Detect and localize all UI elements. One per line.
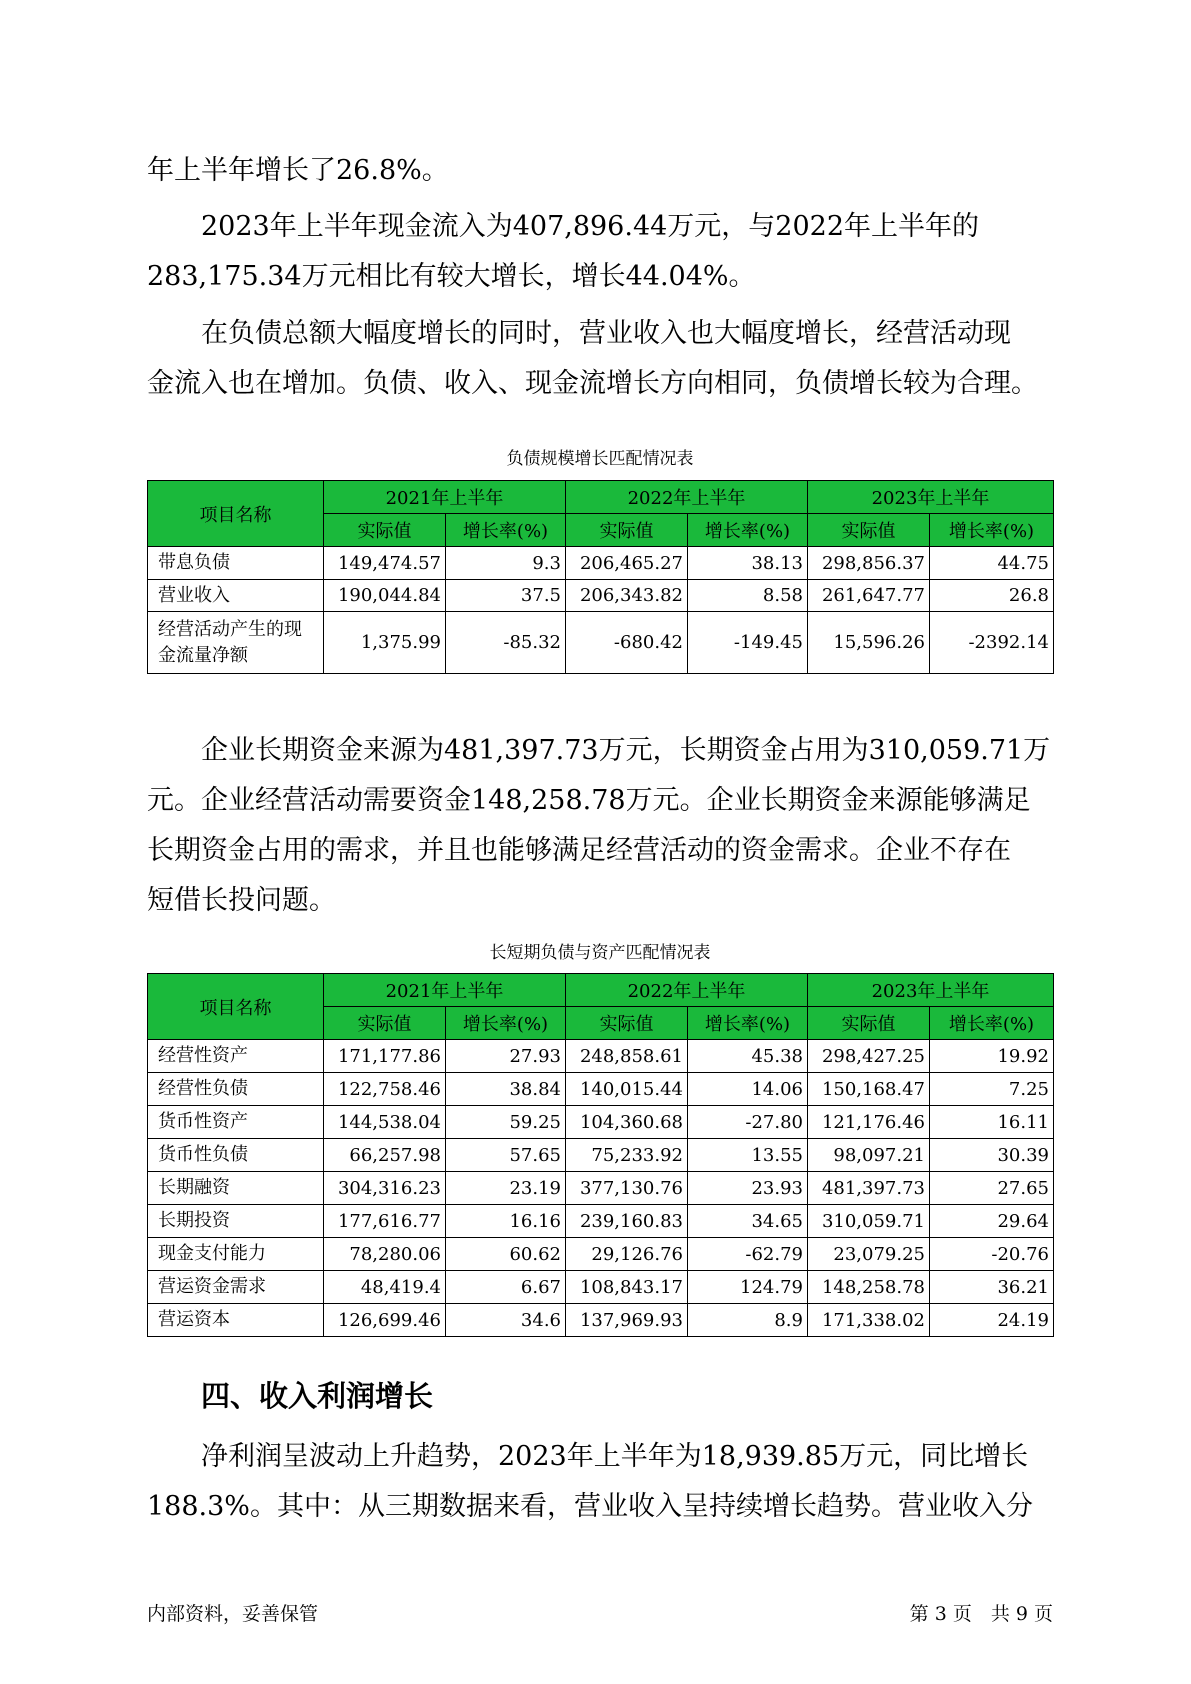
header-actual: 实际值: [808, 1007, 930, 1040]
table2-caption: 长短期负债与资产匹配情况表: [489, 943, 711, 963]
cell-value: 38.13: [688, 547, 808, 580]
cell-value: 48,419.4: [324, 1271, 446, 1304]
cell-value: 37.5: [446, 580, 566, 612]
cell-value: 98,097.21: [808, 1139, 930, 1172]
cell-value: 59.25: [446, 1106, 566, 1139]
table-row: [148, 612, 1054, 674]
cell-value: 190,044.84: [324, 580, 446, 612]
cell-value: 15,596.26: [808, 612, 930, 674]
cell-value: 29.64: [930, 1205, 1054, 1238]
cell-value: 23,079.25: [808, 1238, 930, 1271]
paragraph-line: 在负债总额大幅度增长的同时，营业收入也大幅度增长，经营活动现: [201, 318, 1011, 349]
cell-value: 7.25: [930, 1073, 1054, 1106]
row-label: 带息负债: [148, 547, 324, 580]
table-row: [148, 1073, 1054, 1106]
cell-value: -2392.14: [930, 612, 1054, 674]
cell-value: 298,856.37: [808, 547, 930, 580]
paragraph-3: [147, 309, 1049, 409]
cell-value: 150,168.47: [808, 1073, 930, 1106]
cell-value: 24.19: [930, 1304, 1054, 1337]
cell-value: 13.55: [688, 1139, 808, 1172]
row-label: 经营活动产生的现金流量净额: [148, 612, 324, 674]
cell-value: 27.65: [930, 1172, 1054, 1205]
cell-value: 261,647.77: [808, 580, 930, 612]
row-label: 营运资本: [148, 1304, 324, 1337]
paragraph-line: 企业长期资金来源为481,397.73万元，长期资金占用为310,059.71万: [201, 735, 1051, 766]
cell-value: 206,465.27: [566, 547, 688, 580]
asset-liability-match-table: [147, 973, 1054, 1337]
cell-value: 206,343.82: [566, 580, 688, 612]
cell-value: 8.58: [688, 580, 808, 612]
header-growth: 增长率(%): [446, 1007, 566, 1040]
debt-growth-table: [147, 480, 1054, 674]
cell-value: 1,375.99: [324, 612, 446, 674]
cell-value: -20.76: [930, 1238, 1054, 1271]
table-row: [148, 1205, 1054, 1238]
cell-value: 122,758.46: [324, 1073, 446, 1106]
table-row: [148, 1172, 1054, 1205]
cell-value: 57.65: [446, 1139, 566, 1172]
cell-value: -27.80: [688, 1106, 808, 1139]
header-actual: 实际值: [324, 514, 446, 547]
header-actual: 实际值: [566, 1007, 688, 1040]
cell-value: 16.16: [446, 1205, 566, 1238]
header-growth: 增长率(%): [930, 1007, 1054, 1040]
cell-value: 23.93: [688, 1172, 808, 1205]
header-period-2022: 2022年上半年: [566, 481, 808, 514]
footer-page-number: 第 3 页 共 9 页: [909, 1603, 1053, 1625]
paragraph-line: 金流入也在增加。负债、收入、现金流增长方向相同，负债增长较为合理。: [147, 368, 1038, 399]
cell-value: 44.75: [930, 547, 1054, 580]
header-growth: 增长率(%): [446, 514, 566, 547]
table-row: [148, 1040, 1054, 1073]
cell-value: 377,130.76: [566, 1172, 688, 1205]
header-period-2021: 2021年上半年: [324, 481, 566, 514]
cell-value: 27.93: [446, 1040, 566, 1073]
cell-value: 137,969.93: [566, 1304, 688, 1337]
paragraph-line: 元。企业经营活动需要资金148,258.78万元。企业长期资金来源能够满足: [147, 785, 1031, 816]
cell-value: 38.84: [446, 1073, 566, 1106]
paragraph-line: 283,175.34万元相比有较大增长，增长44.04%。: [147, 261, 756, 292]
table-row: [148, 1304, 1054, 1337]
row-label: 长期投资: [148, 1205, 324, 1238]
cell-value: 34.65: [688, 1205, 808, 1238]
paragraph-4: [147, 726, 1049, 926]
table-row: [148, 1238, 1054, 1271]
cell-value: 30.39: [930, 1139, 1054, 1172]
row-label: 营运资金需求: [148, 1271, 324, 1304]
header-actual: 实际值: [808, 514, 930, 547]
header-item-name: 项目名称: [148, 481, 324, 547]
row-label: 经营性资产: [148, 1040, 324, 1073]
header-growth: 增长率(%): [688, 1007, 808, 1040]
section-heading: 四、收入利润增长: [201, 1379, 434, 1413]
cell-value: 298,427.25: [808, 1040, 930, 1073]
cell-value: 6.67: [446, 1271, 566, 1304]
cell-value: 140,015.44: [566, 1073, 688, 1106]
table-row: [148, 580, 1054, 612]
cell-value: 481,397.73: [808, 1172, 930, 1205]
row-label: 经营性负债: [148, 1073, 324, 1106]
cell-value: 23.19: [446, 1172, 566, 1205]
cell-value: 29,126.76: [566, 1238, 688, 1271]
table-row: [148, 1271, 1054, 1304]
cell-value: -149.45: [688, 612, 808, 674]
cell-value: 78,280.06: [324, 1238, 446, 1271]
paragraph-1: [147, 146, 1049, 196]
cell-value: 121,176.46: [808, 1106, 930, 1139]
footer-confidential-note: 内部资料，妥善保管: [147, 1603, 319, 1625]
header-item-name: 项目名称: [148, 974, 324, 1040]
table-row: [148, 547, 1054, 580]
header-growth: 增长率(%): [930, 514, 1054, 547]
header-actual: 实际值: [324, 1007, 446, 1040]
cell-value: 171,338.02: [808, 1304, 930, 1337]
cell-value: 126,699.46: [324, 1304, 446, 1337]
cell-value: 149,474.57: [324, 547, 446, 580]
paragraph-line: 净利润呈波动上升趋势，2023年上半年为18,939.85万元，同比增长: [201, 1441, 1029, 1472]
cell-value: 8.9: [688, 1304, 808, 1337]
header-actual: 实际值: [566, 514, 688, 547]
paragraph-line: 年上半年增长了26.8%。: [147, 155, 449, 186]
row-label: 货币性负债: [148, 1139, 324, 1172]
cell-value: 66,257.98: [324, 1139, 446, 1172]
header-period-2021: 2021年上半年: [324, 974, 566, 1007]
cell-value: 14.06: [688, 1073, 808, 1106]
paragraph-line: 短借长投问题。: [147, 885, 336, 916]
paragraph-5: [147, 1432, 1049, 1532]
cell-value: 60.62: [446, 1238, 566, 1271]
cell-value: 19.92: [930, 1040, 1054, 1073]
cell-value: 148,258.78: [808, 1271, 930, 1304]
cell-value: 144,538.04: [324, 1106, 446, 1139]
cell-value: 104,360.68: [566, 1106, 688, 1139]
row-label: 现金支付能力: [148, 1238, 324, 1271]
cell-value: 9.3: [446, 547, 566, 580]
paragraph-2: [147, 202, 1049, 302]
header-period-2023: 2023年上半年: [808, 974, 1054, 1007]
cell-value: 171,177.86: [324, 1040, 446, 1073]
cell-value: 26.8: [930, 580, 1054, 612]
header-period-2023: 2023年上半年: [808, 481, 1054, 514]
table-row: [148, 1139, 1054, 1172]
cell-value: 177,616.77: [324, 1205, 446, 1238]
cell-value: 248,858.61: [566, 1040, 688, 1073]
row-label: 货币性资产: [148, 1106, 324, 1139]
cell-value: 36.21: [930, 1271, 1054, 1304]
row-label: 营业收入: [148, 580, 324, 612]
row-label: 长期融资: [148, 1172, 324, 1205]
cell-value: 108,843.17: [566, 1271, 688, 1304]
cell-value: 304,316.23: [324, 1172, 446, 1205]
header-growth: 增长率(%): [688, 514, 808, 547]
cell-value: 239,160.83: [566, 1205, 688, 1238]
header-period-2022: 2022年上半年: [566, 974, 808, 1007]
table-row: [148, 1106, 1054, 1139]
paragraph-line: 长期资金占用的需求，并且也能够满足经营活动的资金需求。企业不存在: [147, 835, 1011, 866]
cell-value: 310,059.71: [808, 1205, 930, 1238]
cell-value: -62.79: [688, 1238, 808, 1271]
cell-value: -680.42: [566, 612, 688, 674]
table1-caption: 负债规模增长匹配情况表: [506, 449, 694, 469]
cell-value: 45.38: [688, 1040, 808, 1073]
cell-value: -85.32: [446, 612, 566, 674]
cell-value: 124.79: [688, 1271, 808, 1304]
paragraph-line: 2023年上半年现金流入为407,896.44万元，与2022年上半年的: [201, 211, 980, 242]
cell-value: 16.11: [930, 1106, 1054, 1139]
paragraph-line: 188.3%。其中：从三期数据来看，营业收入呈持续增长趋势。营业收入分: [147, 1491, 1033, 1522]
cell-value: 34.6: [446, 1304, 566, 1337]
cell-value: 75,233.92: [566, 1139, 688, 1172]
